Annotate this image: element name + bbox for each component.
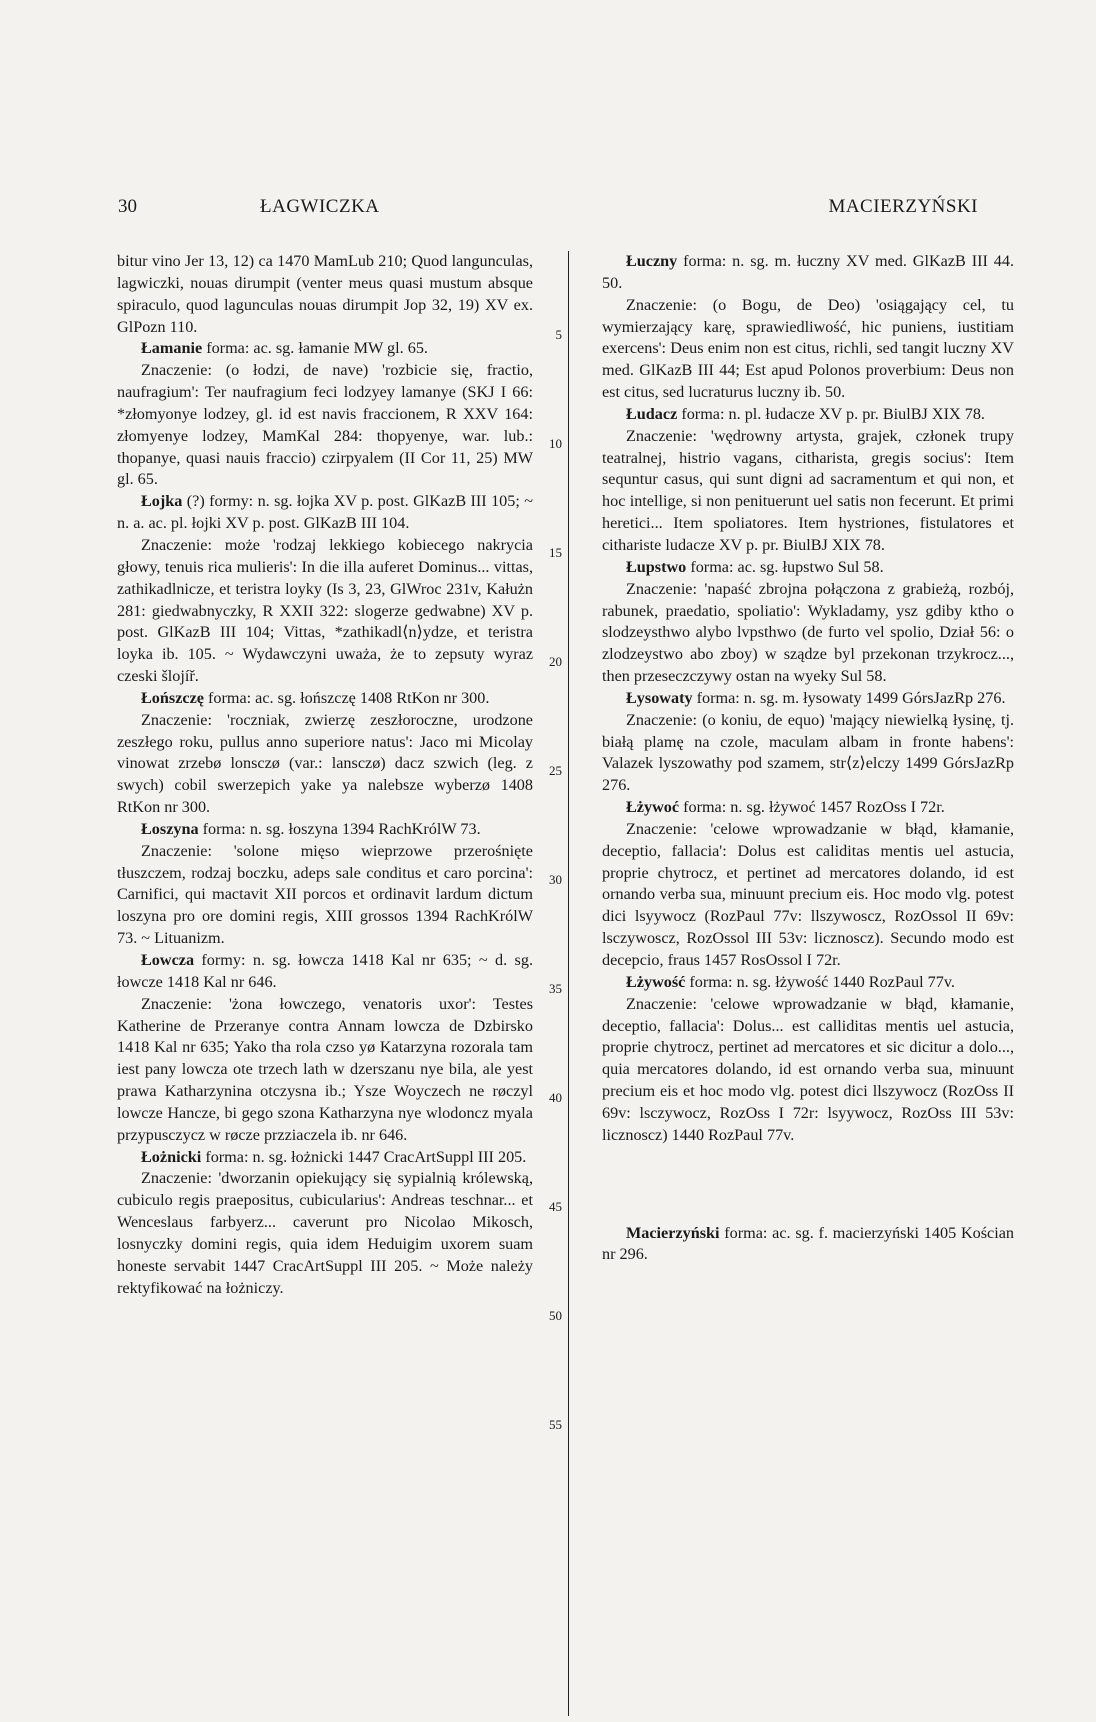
entry-meaning: Znaczenie: 'celowe wprowadzanie w błąd, kłamanie, deceptio, fallacia': Dolus est caliditas mentis uel astucia, proprie chytrocz, et pertinet ad mercatores dolando, id est ornando verba sua, minuunt precium eis. Hoc modo vlg. potest dici lsyywocz (RozPaul 77v: llszywoscz, RozOssol II 69v: lsczywoscz, RozOssol III 53v: licznoscz). Secundo modo est decepcio, fraus 1457 RosOssol I 72r.	[602, 819, 1014, 969]
entry-luczny	[602, 251, 1014, 295]
page-number: 30	[118, 196, 137, 217]
headword: Łońszczę	[141, 688, 204, 707]
entry-lowcza	[117, 950, 533, 994]
line-number: 45	[549, 1199, 562, 1214]
entry-meaning: Znaczenie: może 'rodzaj lekkiego kobiecego nakrycia głowy, tenuis rica mulieris': In die illa auferet Dominus... vittas, zathikadlnicze, et teristra loyky (Is 3, 23, GlWroc 231v, Kałużn 281: giedwabnyczky, R XXII 322: slogerze gedwabne) XV p. post. GlKazB III 104; Vittas, *zathikadl⟨n⟩ydze, et teristra loyka ib. 105. ~ Wydawczyni uważa, że to zepsuty wyraz czeski šlojíř.	[117, 535, 533, 686]
entry-lonszcze	[117, 688, 533, 710]
left-column	[117, 251, 533, 1300]
line-number: 40	[549, 1090, 562, 1105]
page-header	[118, 196, 978, 226]
entry-form: forma: n. sg. łoszyna 1394 RachKrólW 73.	[198, 819, 481, 838]
entry-meaning: Znaczenie: (o łodzi, de nave) 'rozbicie się, fractio, naufragium': Ter naufragium feci lodzyey lamanye (SKJ I 66: *złomyonye lodzey, gl. id est navis fraccionem, R XXV 164: złomyenye lodzey, MamKal 284: thopyenye, war. lub.: thopanye, quasi nauis fraccio) czirpyalem (II Cor 11, 25) MW gl. 65.	[117, 361, 533, 489]
entry-lupstwo	[602, 557, 1014, 579]
entry-form: forma: n. sg. m. łuczny XV med. GlKazB III 44. 50.	[602, 252, 1014, 292]
entry-continuation: bitur vino Jer 13, 12) ca 1470 MamLub 210; Quod langunculas, lagwiczki, nouas dirumpit (venter meus quasi mustum absque spiraculo, quod lagunculas nouas dirumpit Jop 32, 19) XV ex. GlPozn 110.	[117, 252, 533, 336]
running-head-right: MACIERZYŃSKI	[828, 196, 978, 217]
headword: Łowcza	[141, 951, 195, 969]
entry-form: forma: n. pl. łudacze XV p. pr. BiulBJ XIX 78.	[677, 404, 985, 423]
entry-form: forma: n. sg. łżywoć 1457 RozOss I 72r.	[679, 798, 945, 817]
headword: Łysowaty	[626, 688, 693, 707]
headword: Łojka	[141, 492, 183, 511]
entry-form: formy: n. sg. łowcza 1418 Kal nr 635; ~ d. sg. łowcze 1418 Kal nr 646.	[117, 951, 533, 991]
entry-meaning: Znaczenie: 'solone mięso wieprzowe przerośnięte tłuszczem, rodzaj boczku, adeps sale conditus et caro porcina': Carnifici, qui mactavit XII porcos et ordinavit lardum dictum loszyna pro ore domini regis, XIII grossos 1394 RachKrólW 73. ~ Lituanizm.	[117, 841, 533, 948]
line-number: 15	[549, 545, 562, 560]
headword: Łżywość	[626, 972, 686, 991]
line-number: 10	[549, 436, 562, 451]
headword: Łuczny	[626, 252, 678, 270]
line-number: 20	[549, 654, 562, 669]
line-number: 30	[549, 872, 562, 887]
entry-meaning: Znaczenie: (o koniu, de equo) 'mający niewielką łysinę, tj. białą plamę na czole, maculam albam in fronte habens': Valazek lyszowathy pod szamem, str⟨z⟩elczy 1499 GórsJazRp 276.	[602, 710, 1014, 795]
entry-form: forma: ac. sg. łamanie MW gl. 65.	[202, 339, 428, 358]
entry-form: forma: ac. sg. f. macierzyński 1405 Kościan nr 296.	[602, 1223, 1014, 1264]
headword: Łżywoć	[626, 798, 680, 817]
entry-lzywosc	[602, 972, 1014, 994]
entry-macierzynski	[602, 1223, 1014, 1267]
entry-lzywoc	[602, 797, 1014, 819]
running-head-left: ŁAGWICZKA	[260, 196, 380, 217]
headword: Łoszyna	[141, 819, 199, 838]
entry-ludacz	[602, 404, 1014, 426]
line-number: 25	[549, 763, 562, 778]
line-number: 50	[549, 1308, 562, 1323]
entry-form: forma: n. sg. m. łysowaty 1499 GórsJazRp 276.	[692, 688, 1006, 707]
entry-loszyna	[117, 819, 533, 841]
entry-loznicki	[117, 1147, 533, 1169]
entry-form: (?) formy: n. sg. łojka XV p. post. GlKazB III 105; ~ n. a. ac. pl. łojki XV p. post. GlKazB III 104.	[117, 492, 533, 533]
line-number: 55	[549, 1417, 562, 1432]
headword: Łamanie	[141, 339, 203, 358]
section-gap	[602, 1147, 1014, 1223]
entry-lojka	[117, 491, 533, 535]
entry-meaning: Znaczenie: 'wędrowny artysta, grajek, członek trupy teatralnej, histrio vagans, citharista, gregis socius': Item sequntur casus, qui sunt digni ad sacramentum et qui non, et hoc intellige, si non penituerunt uel satis non fecerunt. Et primi heretici... Item spoliatores. Item hystriones, fistulatores et cithariste ludacze XV p. pr. BiulBJ XIX 78.	[602, 426, 1014, 554]
line-number: 5	[555, 327, 562, 342]
entry-form: forma: n. sg. łożnicki 1447 CracArtSuppl III 205.	[201, 1147, 527, 1166]
entry-meaning: Znaczenie: 'dworzanin opiekujący się sypialnią królewską, cubiculo regis praepositus, cubicularius': Andreas teschnar... et Wenceslaus farbyerz... caverunt pro Nicolao Mikosch, losnyczky domini regis, quia idem Heduigim uxorem suam honeste servabit 1447 CracArtSuppl III 205. ~ Może należy rektyfikować na łożniczy.	[117, 1169, 533, 1297]
entry-lysowaty	[602, 688, 1014, 710]
entry-meaning: Znaczenie: 'celowe wprowadzanie w błąd, kłamanie, deceptio, fallacia': Dolus... est calliditas mentis uel astucia, proprie chytrocz, pertinet ad mercatores et sic dicitur a dolo..., quia mercatores dolando, id est ornando verba sua, minuunt precium eis et hoc modo vlg. potest dici llszywocz (RozOss II 69v: lsczywocz, RozOss I 72r: lsyywocz, RozOss III 53v: licznoscz) 1440 RozPaul 77v.	[602, 994, 1014, 1144]
entry-form: forma: n. sg. łżywość 1440 RozPaul 77v.	[685, 972, 955, 991]
headword: Łupstwo	[626, 557, 687, 576]
line-number: 35	[549, 981, 562, 996]
headword: Macierzyński	[626, 1223, 720, 1242]
entry-meaning: Znaczenie: 'roczniak, zwierzę zeszłoroczne, urodzone zeszłego roku, pullus anno superiore natus': Jaco mi Micolay vinowat zrzebø lonsczø (var.: lansczø) dacz szwich (leg. z swych) cobil swerzepich yake ya nalebsze wyberzø 1408 RtKon nr 300.	[117, 710, 533, 817]
entry-meaning: Znaczenie: 'napaść zbrojna połączona z grabieżą, rozbój, rabunek, praedatio, spoliatio': Wykladamy, ysz gdiby ktho o slodzeysthwo alybo lvpsthwo (de furto vel spolio, Dział 56: o zlodzeystwo abo zboy) w sządze byl przekonan trzykrocz..., then przeseczczywy ostan na wyeky Sul 58.	[602, 579, 1014, 686]
entry-lamanie	[117, 338, 533, 360]
entry-form: forma: ac. sg. łońszczę 1408 RtKon nr 300.	[203, 688, 490, 707]
entry-meaning: Znaczenie: (o Bogu, de Deo) 'osiągający cel, tu wymierzający karę, sprawiedliwość, hic puniens, iustitiam exercens': Deus enim non est citus, richli, sed tangit luczny XV med. GlKazB III 44; Est apud Polonos proverbium: Deus non est citus, sed lucraturus luczny ib. 50.	[602, 295, 1014, 402]
entry-meaning: Znaczenie: 'żona łowczego, venatoris uxor': Testes Katherine de Przeranye contra Annam lowcza de Dzbirsko 1418 Kal nr 635; Yako tha rola czso yø Katarzyna rozorala tam iest pany lowcza ote trzech lath w dzerszanu nye bila, ale yest prawa Katharzynina otczysna ib.; Ysze Woyczech ne røczyl lowcze Hancze, bi gego szona Katharzyna nye wlodoncz myala przypusczycz w røcze przziaczela ib. nr 646.	[117, 994, 533, 1144]
entry-form: forma: ac. sg. łupstwo Sul 58.	[686, 557, 884, 576]
right-column	[602, 251, 1014, 1266]
headword: Łożnicki	[141, 1147, 202, 1166]
headword: Łudacz	[626, 404, 678, 423]
column-rule	[568, 251, 569, 1716]
